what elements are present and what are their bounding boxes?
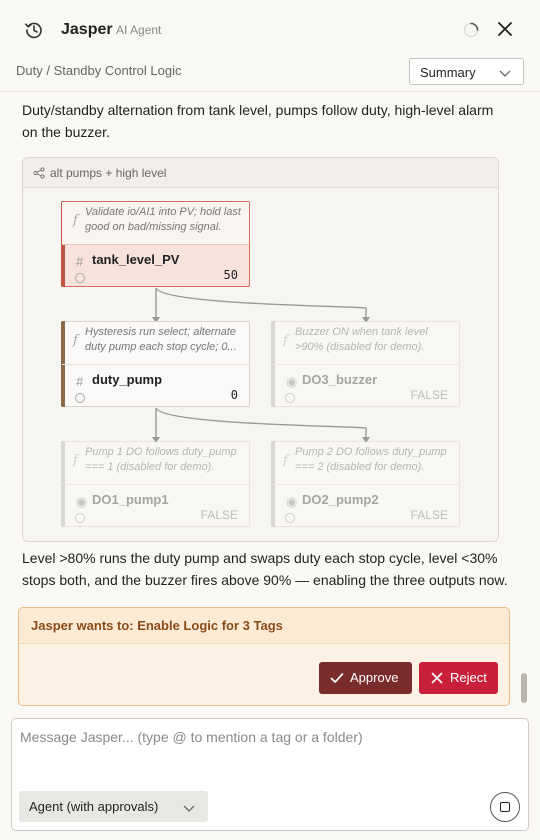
function-icon: f bbox=[73, 453, 78, 468]
message-input[interactable] bbox=[13, 720, 513, 778]
node-description: Hysteresis run select; alternate duty pump each stop cycle; 0... bbox=[85, 326, 237, 353]
info-icon[interactable] bbox=[75, 393, 85, 403]
assistant-message-outro: Level >80% runs the duty pump and swaps duty each stop cycle, level <30% stops both, and the buzzer fires above 90% — enabling the three outputs now. bbox=[22, 550, 508, 588]
node-logic bbox=[62, 442, 249, 485]
panel-header bbox=[0, 0, 540, 92]
graph-header bbox=[23, 158, 498, 188]
close-icon[interactable] bbox=[496, 20, 514, 38]
breadcrumb: Duty / Standby Control Logic bbox=[16, 63, 182, 78]
node-value: FALSE bbox=[410, 508, 448, 522]
agent-mode-select[interactable] bbox=[19, 791, 208, 822]
node-tag-name: tank_level_PV bbox=[92, 252, 180, 267]
check-icon bbox=[330, 671, 344, 685]
node-value: 0 bbox=[230, 388, 238, 402]
node-duty-pump[interactable] bbox=[61, 321, 250, 407]
node-tag-name: DO3_buzzer bbox=[302, 372, 378, 387]
function-icon: f bbox=[283, 453, 288, 468]
function-icon: f bbox=[73, 213, 78, 228]
node-tag-name: DO1_pump1 bbox=[92, 492, 169, 507]
number-type-icon: # bbox=[76, 254, 84, 269]
info-icon[interactable] bbox=[285, 393, 295, 403]
node-logic bbox=[62, 202, 249, 245]
approve-label: Approve bbox=[350, 670, 399, 685]
function-icon: f bbox=[73, 333, 78, 348]
node-value: 50 bbox=[223, 268, 238, 282]
number-type-icon: # bbox=[76, 374, 84, 389]
node-description: Buzzer ON when tank level >90% (disabled for demo). bbox=[295, 326, 428, 353]
node-do2-pump2[interactable] bbox=[271, 441, 460, 527]
edge-duty-to-pump2 bbox=[156, 408, 366, 442]
function-icon: f bbox=[283, 333, 288, 348]
view-select-value: Summary bbox=[420, 65, 476, 80]
scrollbar-thumb[interactable] bbox=[521, 673, 527, 703]
node-tank-level-pv[interactable] bbox=[61, 201, 250, 287]
chevron-down-icon bbox=[183, 801, 195, 811]
approval-title: Jasper wants to: Enable Logic for 3 Tags bbox=[19, 608, 509, 644]
edge-tank-to-buzzer bbox=[156, 288, 366, 322]
node-logic bbox=[272, 322, 459, 365]
info-icon[interactable] bbox=[285, 513, 295, 523]
node-do3-buzzer[interactable] bbox=[271, 321, 460, 407]
node-description: Pump 2 DO follows duty_pump === 2 (disabled for demo). bbox=[295, 446, 447, 473]
history-icon[interactable] bbox=[24, 20, 44, 40]
view-select[interactable] bbox=[409, 58, 524, 85]
approval-card bbox=[18, 607, 510, 706]
graph-title: alt pumps + high level bbox=[50, 166, 167, 180]
share-icon bbox=[33, 167, 45, 179]
node-tag-name: duty_pump bbox=[92, 372, 163, 387]
message-composer bbox=[11, 718, 529, 831]
node-value: FALSE bbox=[410, 388, 448, 402]
node-description: Validate io/AI1 into PV; hold last good on bad/missing signal. bbox=[85, 206, 241, 233]
node-do1-pump1[interactable] bbox=[61, 441, 250, 527]
approve-button[interactable] bbox=[319, 662, 412, 694]
info-icon[interactable] bbox=[75, 513, 85, 523]
stop-icon bbox=[500, 802, 510, 812]
reject-label: Reject bbox=[450, 670, 487, 685]
spinner-icon bbox=[463, 22, 479, 38]
boolean-type-icon: ◉ bbox=[286, 494, 298, 509]
agent-mode-value: Agent (with approvals) bbox=[29, 799, 159, 814]
boolean-type-icon: ◉ bbox=[286, 374, 298, 389]
info-icon[interactable] bbox=[75, 273, 85, 283]
node-logic bbox=[272, 442, 459, 485]
agent-name: Jasper bbox=[61, 21, 113, 38]
stop-button[interactable] bbox=[490, 792, 520, 822]
node-description: Pump 1 DO follows duty_pump === 1 (disabled for demo). bbox=[85, 446, 237, 473]
close-icon bbox=[430, 671, 444, 685]
reject-button[interactable] bbox=[419, 662, 498, 694]
logic-graph-card bbox=[22, 157, 499, 542]
assistant-message-intro: Duty/standby alternation from tank level, pumps follow duty, high-level alarm on the buzzer. bbox=[22, 102, 494, 140]
node-tag-name: DO2_pump2 bbox=[302, 492, 379, 507]
node-logic bbox=[62, 322, 249, 365]
node-value: FALSE bbox=[200, 508, 238, 522]
boolean-type-icon: ◉ bbox=[76, 494, 88, 509]
agent-tag: AI Agent bbox=[116, 23, 162, 37]
chevron-down-icon bbox=[499, 66, 511, 76]
